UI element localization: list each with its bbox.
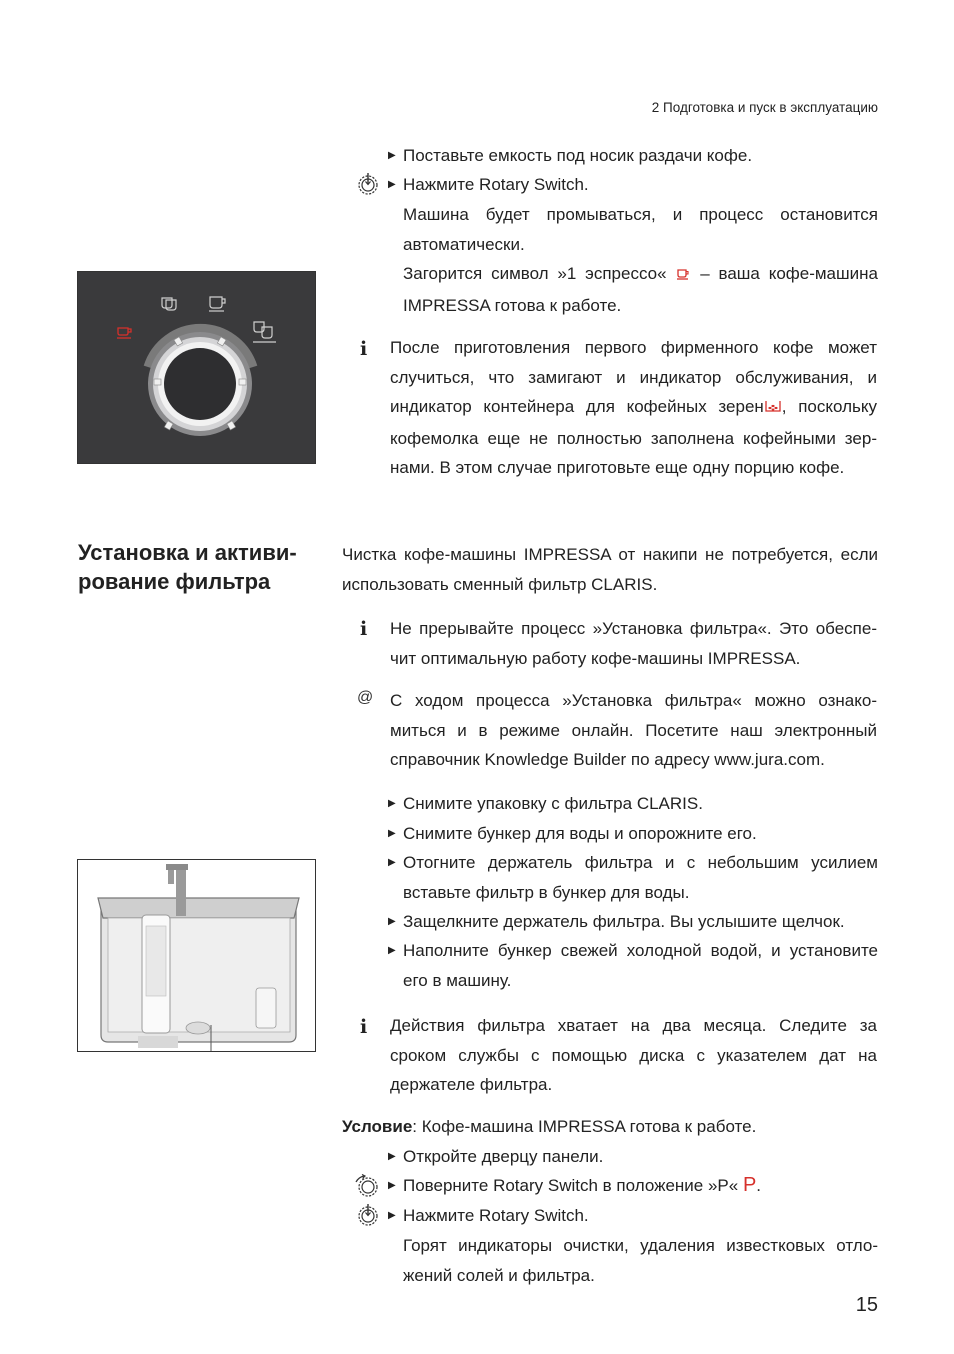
info-icon: i bbox=[360, 1016, 368, 1038]
result-ready: Загорится символ »1 эспрессо« – ваша кофе-машина IMPRESSA готова к работе. bbox=[403, 259, 878, 320]
note-do-not-interrupt: Не прерывайте процесс »Установка фильтра«. Это обеспечит оптимальную работу кофе-машины IMPRESSA. bbox=[390, 619, 877, 668]
step-rotate-to-p: ▶ Поверните Rotary Switch в положение »P« P. bbox=[388, 1174, 762, 1196]
result-indicators: Горят индикаторы очистки, удаления известковых отложений солей и фильтра. bbox=[403, 1236, 878, 1285]
at-icon: @ bbox=[357, 689, 374, 706]
rotary-switch-rotate-icon bbox=[354, 1174, 380, 1203]
condition-line: Условие: Кофе-машина IMPRESSA готова к работе. bbox=[342, 1117, 757, 1136]
bullet-marker: ▶ bbox=[388, 150, 396, 161]
running-head: 2 Подготовка и пуск в эксплуатацию bbox=[651, 100, 878, 115]
step-place-container: ▶ Поставьте емкость под носик раздачи кофе. bbox=[388, 141, 878, 171]
bean-container-icon bbox=[764, 394, 782, 424]
p-symbol: P bbox=[742, 1174, 757, 1196]
step-insert-filter: ▶ Отогните держатель фильтра и с небольшим усилием вставьте фильтр в бункер для воды. bbox=[388, 853, 878, 902]
rotary-switch-press-icon bbox=[356, 1203, 380, 1232]
note-grinder: После приготовления первого фирменного кофе может случиться, что замигают и индикатор обслуживания, и индикатор контейнера для кофейных зерен , поскольку кофемолка еще не полностью заполнена кофейными зернами. В этом случае приготовьте еще одну порцию кофе. bbox=[390, 338, 877, 477]
step-remove-tank: ▶ Снимите бункер для воды и опорожните его. bbox=[388, 824, 757, 843]
rotary-switch-panel-image bbox=[77, 271, 316, 464]
water-tank-image bbox=[77, 859, 316, 1052]
step-open-door: ▶ Откройте дверцу панели. bbox=[388, 1147, 604, 1166]
espresso-cup-icon bbox=[675, 261, 691, 291]
step-unpack-filter: ▶ Снимите упаковку с фильтра CLARIS. bbox=[388, 794, 703, 813]
condition-label: Условие bbox=[342, 1117, 413, 1136]
note-filter-lifetime: Действия фильтра хватает на два месяца. Следите за сроком службы с помощью диска с указателем дат на держателе фильтра. bbox=[390, 1016, 877, 1094]
step-click-holder: ▶ Защелкните держатель фильтра. Вы услышите щелчок. bbox=[388, 912, 845, 931]
step-press-rotary: ▶ Нажмите Rotary Switch. bbox=[388, 175, 589, 194]
rotary-switch-press-icon bbox=[356, 172, 380, 201]
section-heading-filter: Установка и активирование фильтра bbox=[78, 540, 297, 594]
info-icon: i bbox=[360, 618, 368, 640]
note-online-help: С ходом процесса »Установка фильтра« можно ознакомиться и в режиме онлайн. Посетите наш электронный справочник Knowledge Builder по адресу www.jura.com. bbox=[390, 691, 877, 769]
step-fill-tank: ▶ Наполните бункер свежей холодной водой, и установите его в машину. bbox=[388, 941, 878, 990]
page-number: 15 bbox=[855, 1294, 878, 1316]
step-press-rotary-2: ▶ Нажмите Rotary Switch. bbox=[388, 1206, 589, 1225]
result-rinse: Машина будет промываться, и процесс остановится автоматически. bbox=[403, 205, 878, 254]
filter-intro: Чистка кофе-машины IMPRESSA от накипи не потребуется, если использовать сменный фильтр CLARIS. bbox=[342, 545, 878, 594]
info-icon: i bbox=[360, 338, 368, 360]
